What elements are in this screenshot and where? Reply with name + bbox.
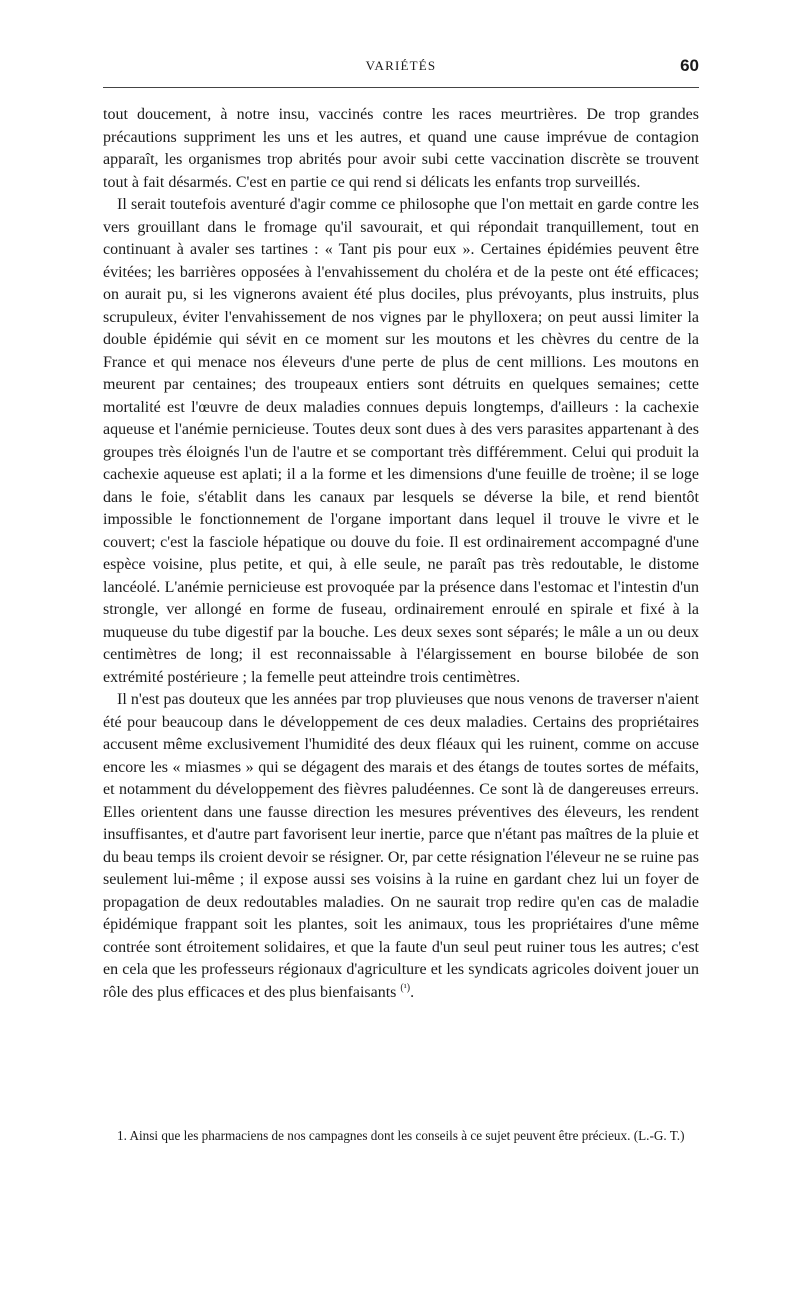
paragraph-2: Il serait toutefois aventuré d'agir comme ce philosophe que l'on mettait en garde contre les vers grouillant dans le fromage qu'il savourait, et qui répondait tranquillement, tout en continuant à avaler ses tartines : « Tant pis pour eux ». Certaines épidémies peuvent être évitées; les barrières opposées à l'envahissement du choléra et de la peste ont été efficaces; on aurait pu, si les vignerons avaient été plus dociles, plus prévoyants, plus instruits, plus scrupuleux, éviter l'envahissement de nos vignes par le phylloxera; on peut aussi limiter la double épidémie qui sévit en ce moment sur les moutons et les chèvres du centre de la France et qui menace nos éleveurs d'une perte de plus de cent millions. Les moutons en meurent par centaines; des troupeaux entiers sont détruits en quelques semaines; cette mortalité est l'œuvre de deux maladies connues depuis longtemps, d'ailleurs : la cachexie aqueuse et l'anémie pernicieuse. Toutes deux sont dues à des vers parasites appartenant à des groupes très éloignés l'un de l'autre et se comportant très différemment. Celui qui produit la cachexie aqueuse est aplati; il a la forme et les dimensions d'une feuille de troène; il se loge dans le foie, s'établit dans les canaux par lesquels se déverse la bile, et rend bientôt impossible le fonctionnement de l'organe important dans lequel il trouve le vivre et le couvert; c'est la fasciole hépatique ou douve du foie. Il est ordinairement accompagné d'une espèce voisine, plus petite, et qui, à elle seule, ne paraît pas très redoutable, le distome lancéolé. L'anémie pernicieuse est provoquée par la présence dans l'estomac et l'intestin d'un strongle, ver allongé en forme de fuseau, ordinairement enroulé en spirale et fixé à la muqueuse du tube digestif par la bouche. Les deux sexes sont séparés; le mâle a un ou deux centimètres de long; il est reconnaissable à l'élargissement en bourse bilobée de son extrémité postérieure ; la femelle peut atteindre trois centimètres. — [103, 196, 699, 686]
paragraph-1: tout doucement, à notre insu, vaccinés contre les races meurtrières. De trop grandes précautions suppriment les uns et les autres, et quand une cause imprévue de contagion apparaît, les organismes trop abrités pour avoir subi cette vaccination discrète se trouvent tout à fait désarmés. C'est en partie ce qui rend si délicats les enfants trop surveillés. — [103, 106, 699, 191]
running-title: VARIÉTÉS — [365, 58, 437, 73]
paragraph-3 — [103, 689, 699, 1004]
paragraph-3-text: Il n'est pas douteux que les années par trop pluvieuses que nous venons de traverser n'aient été pour beaucoup dans le développement de ces deux maladies. Certains des propriétaires accusent même exclusivement l'humidité des deux fléaux qui les ruinent, comme on accuse encore les « miasmes » qui se dégagent des marais et des étangs de toutes sortes de méfaits, et notamment du développement des fièvres paludéennes. Ce sont là de dangereuses erreurs. Elles orientent dans une fausse direction les mesures préventives des éleveurs, les rendent insuffisantes, et d'autre part favorisent leur inertie, parce que n'étant pas maîtres de la pluie et du beau temps ils croient devoir se résigner. Or, par cette résignation l'éleveur ne se ruine pas seulement lui-même ; il expose aussi ses voisins à la ruine en gardant chez lui un foyer de propagation de deux redoutables maladies. On ne saurait trop redire qu'en cas de maladie épidémique frappant soit les plantes, soit les animaux, tous les propriétaires d'une même contrée sont étroitement solidaires, et que la faute d'un seul peut ruiner tous les autres; c'est en cela que les professeurs régionaux d'agriculture et les syndicats agricoles doivent jouer un rôle des plus efficaces et des plus bienfaisants — [103, 691, 699, 1001]
header-rule — [103, 87, 699, 88]
article-body — [103, 104, 699, 1004]
footnote: 1. Ainsi que les pharmaciens de nos campagnes dont les conseils à ce sujet peuvent être précieux. (L.-G. T.) — [117, 1128, 685, 1143]
paragraph-3-end: . — [410, 983, 415, 1001]
footnote-reference: (¹) — [400, 982, 411, 994]
page-header — [103, 56, 699, 78]
page-number: 60 — [680, 56, 699, 75]
